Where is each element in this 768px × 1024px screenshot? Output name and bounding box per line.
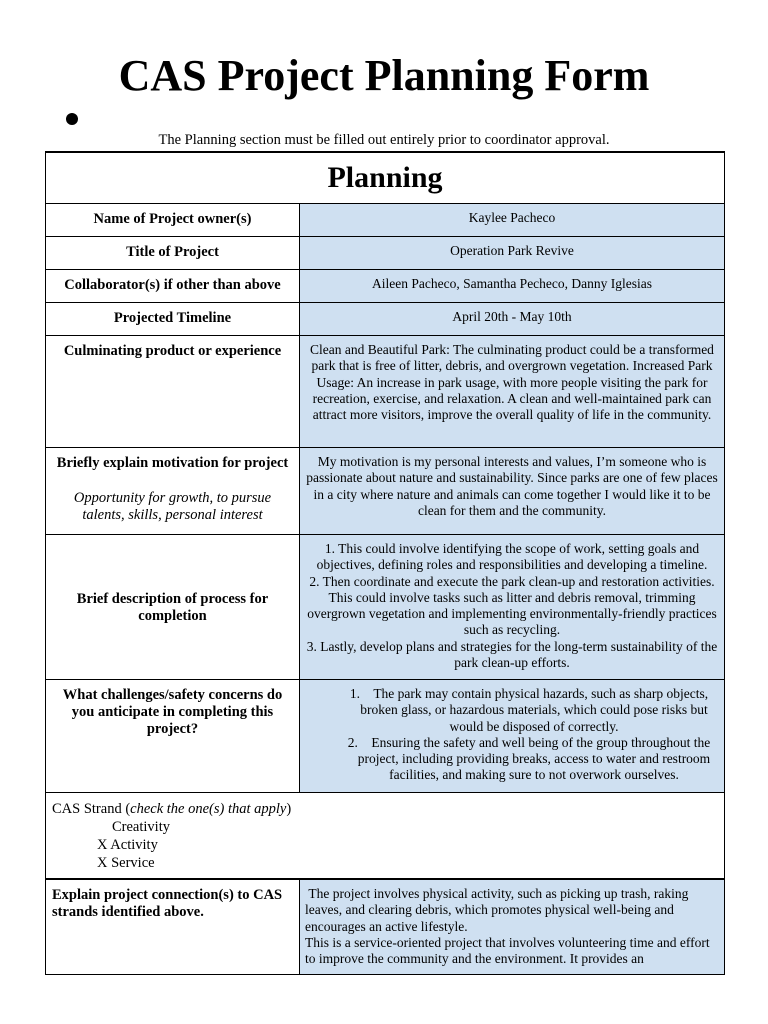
- cas-strand-suffix: ): [286, 801, 292, 817]
- strand-option-activity[interactable]: X Activity: [97, 837, 158, 853]
- challenge-text: The park may contain physical hazards, such as sharp objects, broken glass, or hazardous materials, which could pose risks but would be disposed of correctly.: [360, 686, 709, 734]
- row-owner: [46, 204, 725, 237]
- connection-label: Explain project connection(s) to CAS strands identified above.: [46, 879, 300, 975]
- connection-paragraph: This is a service-oriented project that involves volunteering time and effort to improve the community and the environment. It provides an: [305, 934, 710, 967]
- process-label: Brief description of process for completion: [46, 535, 300, 680]
- planning-table: [45, 151, 725, 975]
- timeline-value[interactable]: April 20th - May 10th: [300, 303, 725, 336]
- strand-option-service[interactable]: X Service: [97, 855, 155, 871]
- strand-option-creativity[interactable]: Creativity: [112, 819, 170, 835]
- project-title-value[interactable]: Operation Park Revive: [300, 237, 725, 270]
- process-value[interactable]: [300, 535, 725, 680]
- product-label: Culminating product or experience: [46, 336, 300, 448]
- process-step: 2. Then coordinate and execute the park clean-up and restoration activities. This could involve tasks such as litter and debris removal, trimming overgrown vegetation and implementing environmentally-friendly practices such as recycling.: [307, 573, 717, 638]
- connection-value[interactable]: [300, 879, 725, 975]
- row-process: [46, 535, 725, 680]
- owner-value[interactable]: Kaylee Pacheco: [300, 204, 725, 237]
- challenges-label: What challenges/safety concerns do you anticipate in completing this project?: [46, 680, 300, 793]
- form-title: CAS Project Planning Form: [118, 51, 650, 100]
- collaborators-value[interactable]: Aileen Pacheco, Samantha Pecheco, Danny Iglesias: [300, 270, 725, 303]
- motivation-label-cell: [46, 448, 300, 535]
- row-title: [46, 237, 725, 270]
- project-title-label: Title of Project: [46, 237, 300, 270]
- planning-heading: Planning: [46, 152, 725, 204]
- row-strand: [46, 793, 725, 880]
- timeline-label: Projected Timeline: [46, 303, 300, 336]
- owner-label: Name of Project owner(s): [46, 204, 300, 237]
- row-motivation: [46, 448, 725, 535]
- challenge-item: [305, 735, 719, 784]
- cas-strand-prefix: CAS Strand (: [52, 801, 131, 817]
- challenges-list: [305, 686, 719, 784]
- cas-strand-heading: [52, 800, 718, 818]
- challenge-number: 1.: [349, 686, 361, 701]
- cas-strand-cell: [46, 793, 725, 880]
- challenge-item: [305, 686, 719, 735]
- motivation-note: Opportunity for growth, to pursue talents, skills, personal interest: [73, 490, 272, 523]
- connection-paragraph: The project involves physical activity, such as picking up trash, raking leaves, and clearing debris, which promotes physical well-being and encourages an active lifestyle.: [305, 886, 692, 934]
- row-timeline: [46, 303, 725, 336]
- row-challenges: [46, 680, 725, 793]
- row-connection: [46, 879, 725, 975]
- instruction-text: The Planning section must be filled out entirely prior to coordinator approval.: [158, 132, 610, 148]
- bullet-icon: [66, 113, 78, 125]
- challenges-value[interactable]: [300, 680, 725, 793]
- process-step: 3. Lastly, develop plans and strategies for the long-term sustainability of the park clean-up efforts.: [306, 638, 718, 671]
- product-value[interactable]: Clean and Beautiful Park: The culminating product could be a transformed park that is free of litter, debris, and overgrown vegetation. Increased Park Usage: An increase in park usage, with more people visiting the park for recreation, exercise, and relaxation. A clean and well-maintained park can attract more visitors, improve the overall quality of life in the community.: [300, 336, 725, 448]
- motivation-value[interactable]: My motivation is my personal interests and values, I’m someone who is passionate about nature and sustainability. Since parks are one of few places in a city where nature and animals can come together I would like it to be clean for them and the community.: [300, 448, 725, 535]
- row-product: [46, 336, 725, 448]
- collaborators-label: Collaborator(s) if other than above: [46, 270, 300, 303]
- row-collaborators: [46, 270, 725, 303]
- challenge-text: Ensuring the safety and well being of the group throughout the project, including providing breaks, access to water and restroom facilities, and making sure to not overwork ourselves.: [357, 734, 711, 783]
- process-step: 1. This could involve identifying the scope of work, setting goals and objectives, defining roles and responsibilities and developing a timeline.: [316, 541, 708, 573]
- challenge-number: 2.: [347, 734, 358, 750]
- cas-strand-hint: check the one(s) that apply: [130, 801, 287, 817]
- motivation-label: Briefly explain motivation for project: [56, 455, 289, 471]
